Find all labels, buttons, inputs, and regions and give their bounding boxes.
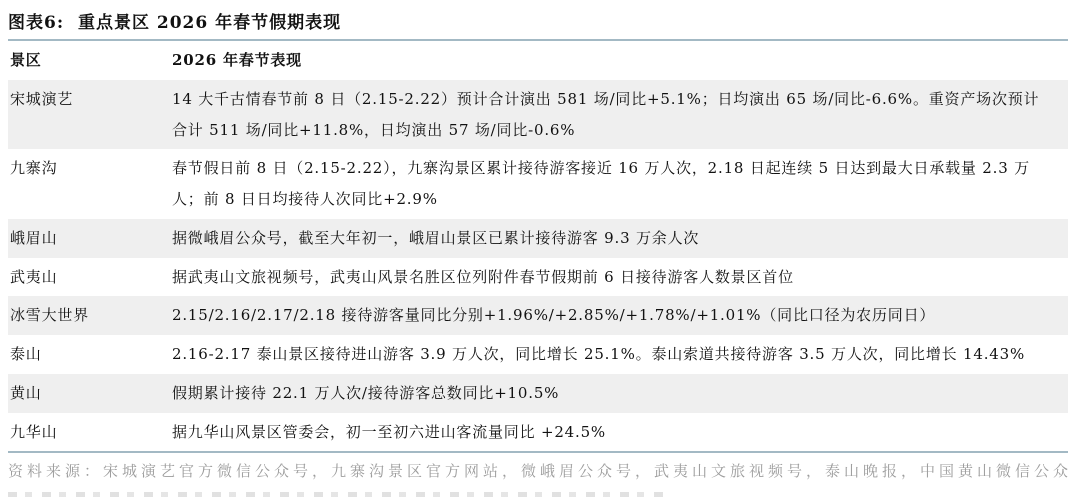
table-row: [8, 374, 1068, 413]
scenic-area-performance: 据武夷山文旅视频号，武夷山风景名胜区位列附件春节假期前 6 日接待游客人数景区首位: [172, 267, 794, 286]
scenic-area-performance: 据微峨眉公众号，截至大年初一，峨眉山景区已累计接待游客 9.3 万余人次: [172, 228, 700, 247]
table-row: [8, 80, 1068, 150]
table-row: [8, 296, 1068, 335]
table-header-row: [8, 41, 1068, 80]
scenic-area-name: 宋城演艺: [10, 89, 74, 108]
table-row: [8, 219, 1068, 258]
scenic-area-name: 峨眉山: [10, 228, 58, 247]
scenic-area-name: 黄山: [10, 383, 42, 402]
scenic-area-name: 九寨沟: [10, 159, 58, 178]
column-header-scenic-area: 景区: [10, 51, 42, 69]
column-header-performance: 2026 年春节表现: [172, 51, 302, 69]
scenic-area-performance: 春节假日前 8 日（2.15-2.22），九寨沟景区累计接待游客接近 16 万人次，2.18 日起连续 5 日达到最大日承载量 2.3 万人；前 8 日日均接待人次同比+2.9%: [172, 159, 1030, 208]
scenic-area-name: 武夷山: [10, 267, 58, 286]
exhibit-title: 图表6: 重点景区 2026 年春节假期表现: [8, 6, 1068, 41]
table-body: [8, 80, 1068, 453]
scenic-area-performance: 2.16-2.17 泰山景区接待进山游客 3.9 万人次，同比增长 25.1%。泰山索道共接待游客 3.5 万人次，同比增长 14.43%: [172, 345, 1026, 363]
table-row: [8, 149, 1068, 219]
scenic-area-performance: 假期累计接待 22.1 万人次/接待游客总数同比+10.5%: [172, 383, 560, 402]
source-note: 资料来源：宋城演艺官方微信公众号，九寨沟景区官方网站，微峨眉公众号，武夷山文旅视频号，泰山晚报，中国黄山微信公众: [8, 462, 1073, 481]
scenic-area-performance: 2.15/2.16/2.17/2.18 接待游客量同比分别+1.96%/+2.85%/+1.78%/+1.01%（同比口径为农历同日）: [172, 306, 936, 325]
source-line-2-clipped: [8, 492, 665, 497]
scenic-area-name: 冰雪大世界: [10, 306, 90, 325]
scenic-area-performance: 据九华山风景区管委会，初一至初六进山客流量同比 +24.5%: [172, 422, 606, 441]
table-row: [8, 413, 1068, 453]
scenic-area-name: 泰山: [10, 345, 42, 363]
table-row: [8, 258, 1068, 297]
scenic-area-name: 九华山: [10, 422, 58, 441]
table-row: [8, 335, 1068, 374]
scenic-area-performance: 14 大千古情春节前 8 日（2.15-2.22）预计合计演出 581 场/同比+5.1%；日均演出 65 场/同比-6.6%。重资产场次预计合计 511 场/同比+11.8%，日均演出 57 场/同比-0.6%: [172, 89, 1040, 139]
scenic-spots-table: [8, 41, 1068, 453]
